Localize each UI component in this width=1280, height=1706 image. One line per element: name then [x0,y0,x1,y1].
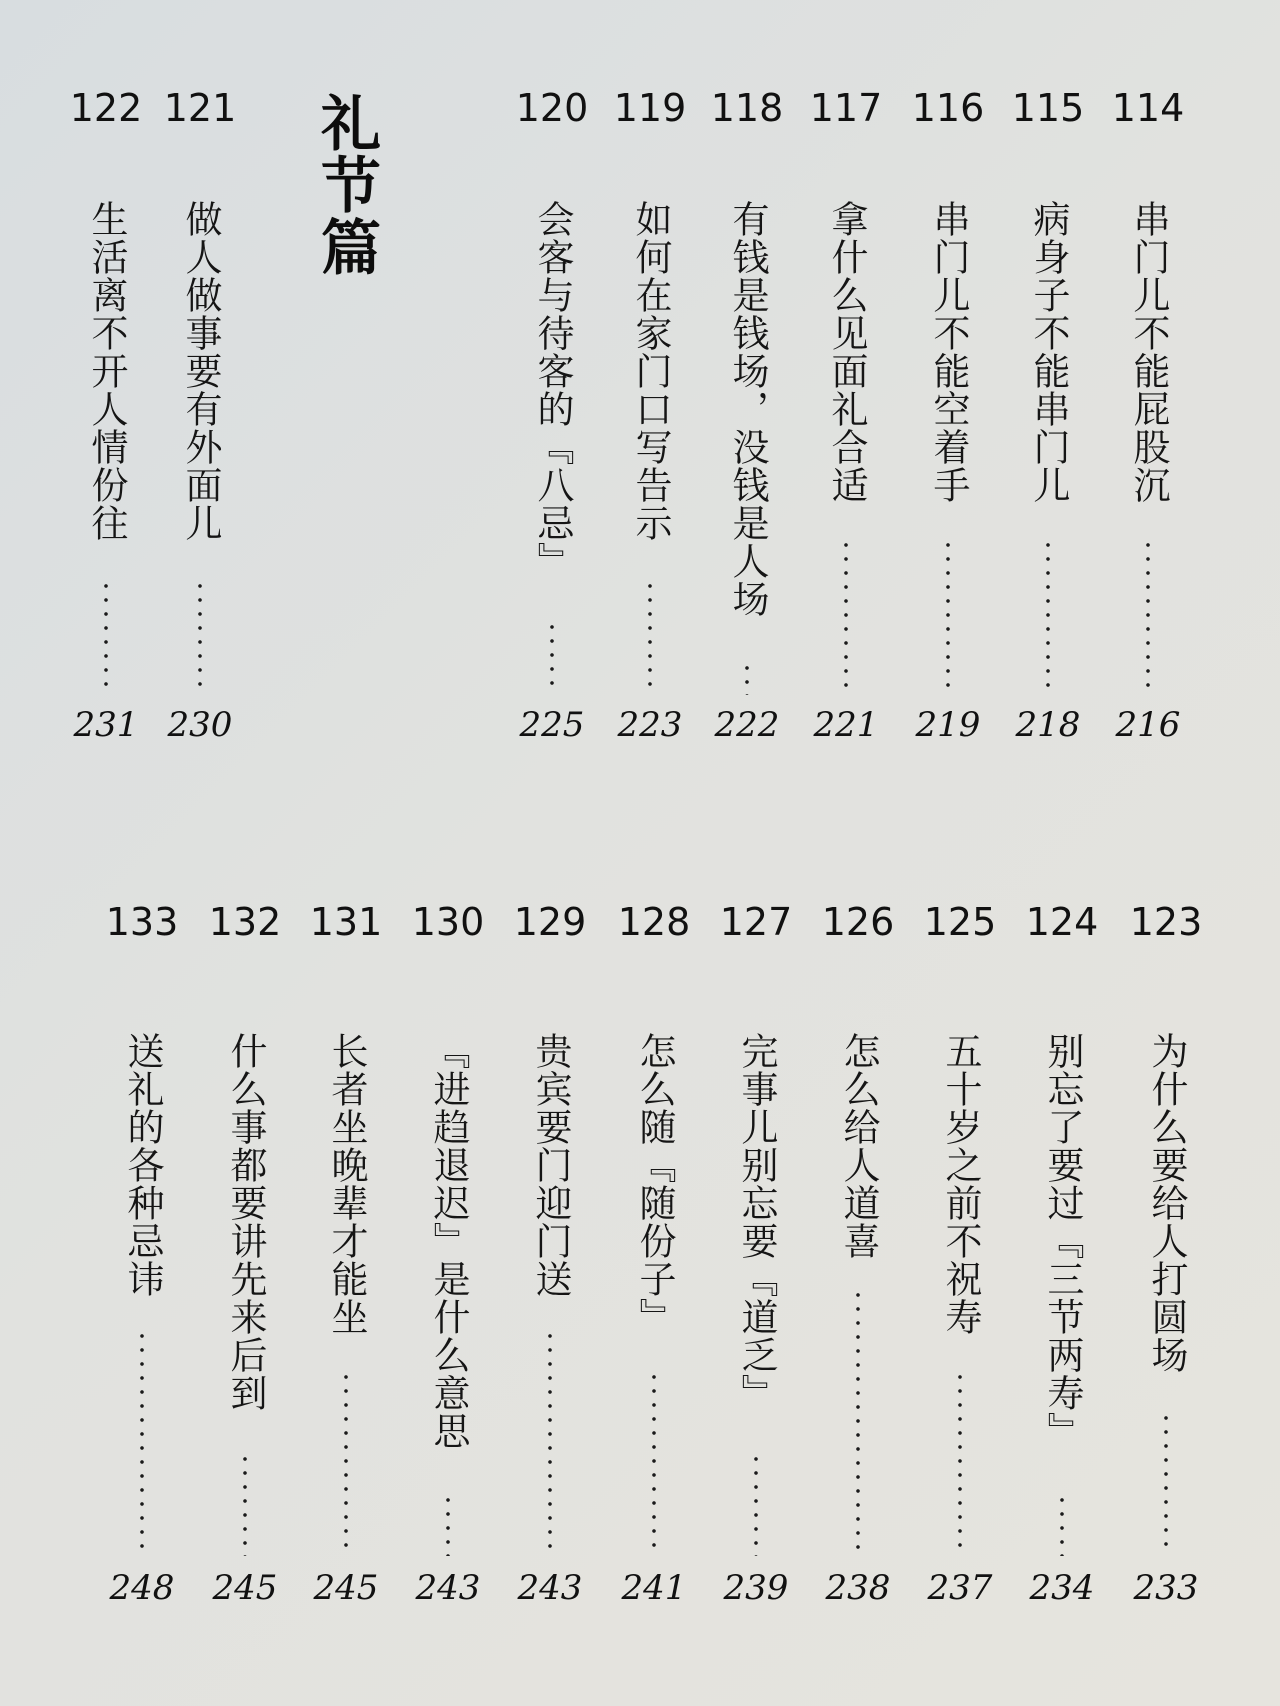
entry-number: 125 [923,900,997,944]
entry-number: 124 [1025,900,1099,944]
section-title: 礼节篇 [311,92,381,278]
entry-page-number: 230 [167,705,233,745]
entry-title: 五十岁之前不祝寿 [939,1032,982,1336]
entry-title: 为什么要给人打圆场 [1145,1032,1188,1374]
dot-leader [946,538,950,695]
dot-leader [1164,1411,1168,1556]
entry-page-number: 231 [73,705,139,745]
entry-page-number: 245 [313,1568,379,1608]
entry-page-number: 219 [915,705,981,745]
dot-leader [958,1370,962,1556]
entry-page-number: 243 [415,1568,481,1608]
entry-page-number: 218 [1015,705,1081,745]
entry-title: 有钱是钱场，没钱是人场 [726,200,769,618]
entry-number: 131 [309,900,383,944]
entry-title: 会客与待客的『八忌』 [531,200,574,580]
entry-number: 129 [513,900,587,944]
dot-leader [104,579,108,695]
entry-number: 128 [617,900,691,944]
entry-title: 生活离不开人情份往 [85,200,128,542]
entry-page-number: 238 [825,1568,891,1608]
entry-page-number: 233 [1133,1568,1199,1608]
dot-leader [1060,1493,1064,1556]
entry-number: 126 [821,900,895,944]
entry-number: 130 [411,900,485,944]
dot-leader [243,1452,247,1556]
dot-leader [548,1329,552,1556]
entry-page-number: 243 [517,1568,583,1608]
dot-leader [745,661,749,695]
entry-number: 120 [515,86,589,130]
entry-title: 如何在家门口写告示 [629,200,672,542]
entry-title: 怎么随『随份子』 [633,1032,676,1336]
dot-leader [754,1452,758,1556]
entry-number: 117 [809,86,883,130]
entry-number: 115 [1011,86,1085,130]
entry-page-number: 237 [927,1568,993,1608]
entry-title: 什么事都要讲先来后到 [224,1032,267,1412]
entry-page-number: 239 [723,1568,789,1608]
entry-title: 病身子不能串门儿 [1027,200,1070,504]
entry-page-number: 216 [1115,705,1181,745]
entry-number: 127 [719,900,793,944]
entry-title: 别忘了要过『三节两寿』 [1041,1032,1084,1450]
entry-title: 串门儿不能屁股沉 [1127,200,1170,504]
entry-page-number: 234 [1029,1568,1095,1608]
entry-number: 114 [1111,86,1185,130]
dot-leader [652,1370,656,1556]
entry-number: 132 [208,900,282,944]
entry-number: 123 [1129,900,1203,944]
entry-title: 怎么给人道喜 [837,1032,880,1260]
dot-leader [344,1370,348,1556]
dot-leader [198,579,202,695]
entry-title: 拿什么见面礼合适 [825,200,868,504]
entry-title: 做人做事要有外面儿 [179,200,222,542]
dot-leader [1146,538,1150,695]
dot-leader [1046,538,1050,695]
entry-title: 送礼的各种忌讳 [121,1032,164,1298]
entry-title: 『进趋退迟』是什么意思 [427,1032,470,1450]
dot-leader [140,1329,144,1556]
dot-leader [856,1288,860,1556]
entry-title: 串门儿不能空着手 [927,200,970,504]
entry-number: 119 [613,86,687,130]
entry-page-number: 241 [621,1568,687,1608]
entry-number: 118 [710,86,784,130]
entry-number: 122 [69,86,143,130]
entry-number: 121 [163,86,237,130]
entry-page-number: 248 [109,1568,175,1608]
entry-page-number: 223 [617,705,683,745]
entry-page-number: 222 [714,705,780,745]
entry-number: 133 [105,900,179,944]
entry-page-number: 225 [519,705,585,745]
entry-page-number: 221 [813,705,879,745]
entry-title: 贵宾要门迎门送 [529,1032,572,1298]
dot-leader [648,579,652,695]
entry-title: 完事儿别忘要『道乏』 [735,1032,778,1412]
entry-title: 长者坐晚辈才能坐 [325,1032,368,1336]
dot-leader [446,1493,450,1556]
entry-page-number: 245 [212,1568,278,1608]
dot-leader [844,538,848,695]
dot-leader [550,620,554,695]
entry-number: 116 [911,86,985,130]
